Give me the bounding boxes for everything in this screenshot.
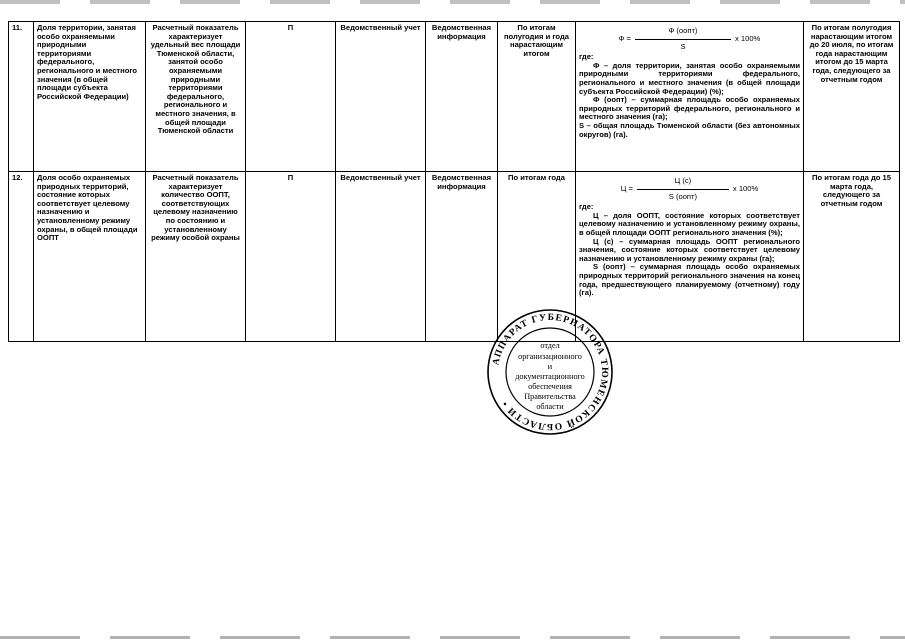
data-source: Ведомственный учет <box>336 22 426 172</box>
formula-lhs: Ц = <box>620 183 633 193</box>
reporting-period: По итогам полугодия и года нарастающим итогом <box>498 22 576 172</box>
table-row <box>9 22 900 172</box>
table-row <box>9 172 900 342</box>
formula-fraction <box>637 177 729 201</box>
formula-denominator: S (оопт) <box>668 191 698 201</box>
formula-explanation: Ф (оопт) – суммарная площадь особо охраняемых природных территорий федерального, регионального и местного значения (га); <box>579 95 800 122</box>
indicator-table <box>8 21 900 342</box>
formula-where: где: <box>579 52 594 62</box>
seal-line: и <box>547 362 553 371</box>
official-seal <box>486 308 614 436</box>
formula-where: где: <box>579 202 594 212</box>
calculation-method <box>576 22 804 172</box>
indicator-name: Доля особо охраняемых природных территорий, состояние которых соответствует целевому назначению и установленному режиму охраны, в общей площади ООПТ <box>34 172 146 342</box>
indicator-type: П <box>246 172 336 342</box>
scan-bottom-edge <box>0 636 905 639</box>
formula-numerator: Ф (оопт) <box>635 27 731 40</box>
formula-numerator: Ц (с) <box>637 177 729 190</box>
indicator-name: Доля территории, занятая особо охраняемыми природными территориями федерального, регионального и местного значения (в общей площади субъекта Российской Федерации) <box>34 22 146 172</box>
formula <box>619 177 761 201</box>
information-type: Ведомственная информация <box>426 172 498 342</box>
data-source: Ведомственный учет <box>336 172 426 342</box>
formula-rhs: х 100% <box>734 33 761 43</box>
seal-line: области <box>536 402 564 411</box>
seal-line: документационного <box>515 372 585 381</box>
seal-center-text <box>515 341 585 411</box>
seal-ring-text: АППАРАТ ГУБЕРНАТОРА ТЮМЕНСКОЙ ОБЛАСТИ • <box>491 312 610 432</box>
information-type: Ведомственная информация <box>426 22 498 172</box>
indicator-description: Расчетный показатель характеризует удельный вес площади Тюменской области, занятой особо охраняемыми природными территориями федерального, регионального и местного значения, в общей площади Тюменской области <box>146 22 246 172</box>
seal-line: обеспечения <box>528 382 572 391</box>
reporting-period: По итогам года <box>498 172 576 342</box>
formula-explanation: S (оопт) – суммарная площадь особо охраняемых природных территорий регионального значения на конец года, предшествующего планируемому (отчетному) году (га). <box>579 262 800 298</box>
formula <box>617 27 763 51</box>
seal-line: Правительства <box>524 392 576 401</box>
formula-lhs: Ф = <box>618 33 631 43</box>
reporting-deadline: По итогам полугодия нарастающим итогом до 20 июля, по итогам года нарастающим итогом до 15 марта года, следующего за отчетным годом <box>804 22 900 172</box>
formula-explanation: Ц – доля ООПТ, состояние которых соответствует целевому назначению и установленному режиму охраны, в общей площади ООПТ регионального значения (%); <box>579 210 800 237</box>
seal-line: организационного <box>518 352 582 361</box>
seal-line: отдел <box>540 341 560 350</box>
scan-top-edge <box>0 0 905 4</box>
formula-fraction <box>635 27 731 51</box>
formula-explanation: S – общая площадь Тюменской области (без автономных округов) (га). <box>579 120 800 139</box>
formula-rhs: х 100% <box>732 183 759 193</box>
formula-explanation: Ц (с) – суммарная площадь ООПТ регионального значения, состояние которых соответствует целевому назначению и установленному режиму охраны (га); <box>579 236 800 263</box>
row-number: 11. <box>9 22 34 172</box>
formula-denominator: S <box>680 41 686 51</box>
indicator-description: Расчетный показатель характеризует количество ООПТ, соответствующих целевому назначению по состоянию и установленному режиму особой охраны <box>146 172 246 342</box>
indicator-type: П <box>246 22 336 172</box>
row-number: 12. <box>9 172 34 342</box>
formula-explanation: Ф – доля территории, занятая особо охраняемыми природными территориями федерального, регионального и местного значения (в общей площади субъекта Российской Федерации) (%); <box>579 60 800 96</box>
reporting-deadline: По итогам года до 15 марта года, следующего за отчетным годом <box>804 172 900 342</box>
